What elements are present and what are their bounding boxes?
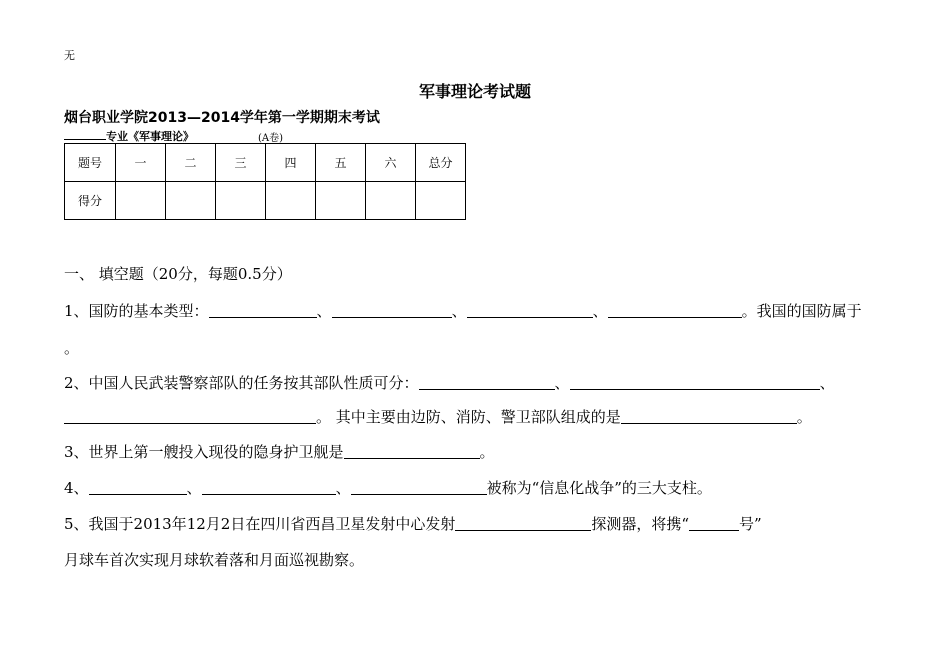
q2-blank-4[interactable] [621, 409, 797, 424]
section-heading: 一、 填空题（20分，每题0.5分） [64, 265, 292, 283]
paper-type: (A卷) [258, 133, 284, 144]
q1-end: 。 [64, 339, 80, 357]
q2-prefix: 2、中国人民武装警察部队的任务按其部队性质可分： [64, 374, 419, 392]
score-table-score-row [65, 182, 466, 220]
score-cell[interactable] [366, 182, 416, 220]
q4-blank-1[interactable] [89, 480, 187, 495]
q2-sep: 、 [819, 374, 835, 392]
score-table-header-cell: 一 [116, 144, 166, 182]
score-table-header-cell: 六 [366, 144, 416, 182]
q4-blank-3[interactable] [351, 480, 487, 495]
question-5-line-2: 月球车首次实现月球软着落和月面巡视勘察。 [64, 551, 365, 569]
score-table [64, 143, 466, 220]
question-3 [64, 441, 495, 462]
score-table-header-cell: 题号 [65, 144, 116, 182]
q4-sep: 、 [186, 479, 202, 497]
score-cell[interactable] [166, 182, 216, 220]
question-2 [64, 372, 835, 393]
q1-sep: 、 [316, 302, 332, 320]
q5-prefix: 5、我国于2013年12月2日在四川省西昌卫星发射中心发射 [64, 515, 456, 533]
q5-blank-1[interactable] [455, 516, 591, 531]
q4-blank-2[interactable] [202, 480, 336, 495]
score-cell[interactable] [316, 182, 366, 220]
score-table-header-cell: 三 [216, 144, 266, 182]
score-table-header-cell: 四 [266, 144, 316, 182]
q1-blank-2[interactable] [332, 303, 452, 318]
score-table-header-row [65, 144, 466, 182]
q2-blank-3[interactable] [64, 409, 316, 424]
score-row-label: 得分 [65, 182, 116, 220]
q5-mid2: 号” [739, 515, 762, 533]
question-1 [64, 300, 862, 321]
exam-subtitle: 烟台职业学院2013—2014学年第一学期期末考试 [64, 110, 380, 126]
major-line [64, 128, 194, 144]
q2-end: 。 [796, 408, 812, 426]
q1-sep: 、 [592, 302, 608, 320]
score-table-header-cell: 五 [316, 144, 366, 182]
q1-suffix: 。我国的国防属于 [741, 302, 862, 320]
q4-suffix: 被称为“信息化战争”的三大支柱。 [486, 479, 712, 497]
q2-mid: 。 其中主要由边防、消防、警卫部队组成的是 [316, 408, 621, 426]
question-4 [64, 477, 712, 498]
q1-blank-3[interactable] [467, 303, 593, 318]
question-2-line-2 [64, 406, 812, 427]
major-blank[interactable] [64, 129, 106, 140]
q1-blank-4[interactable] [608, 303, 742, 318]
q3-prefix: 3、世界上第一艘投入现役的隐身护卫舰是 [64, 443, 344, 461]
score-table-header-cell: 总分 [416, 144, 466, 182]
q2-sep: 、 [554, 374, 570, 392]
q5-blank-2[interactable] [689, 516, 739, 531]
q2-blank-1[interactable] [419, 375, 555, 390]
question-5 [64, 513, 762, 534]
q1-prefix: 1、国防的基本类型： [64, 302, 209, 320]
q1-blank-1[interactable] [209, 303, 317, 318]
score-cell[interactable] [216, 182, 266, 220]
q4-sep: 、 [335, 479, 351, 497]
major-course-label: 专业《军事理论》 [106, 130, 194, 143]
score-cell[interactable] [116, 182, 166, 220]
score-cell[interactable] [266, 182, 316, 220]
q4-prefix: 4、 [64, 479, 89, 497]
q3-end: 。 [479, 443, 495, 461]
score-cell[interactable] [416, 182, 466, 220]
q5-mid: 探测器，将携“ [591, 515, 690, 533]
score-table-header-cell: 二 [166, 144, 216, 182]
header-mark: 无 [64, 49, 75, 62]
exam-title: 军事理论考试题 [418, 82, 531, 101]
q1-sep: 、 [451, 302, 467, 320]
q2-blank-2[interactable] [570, 375, 820, 390]
q3-blank-1[interactable] [344, 444, 480, 459]
